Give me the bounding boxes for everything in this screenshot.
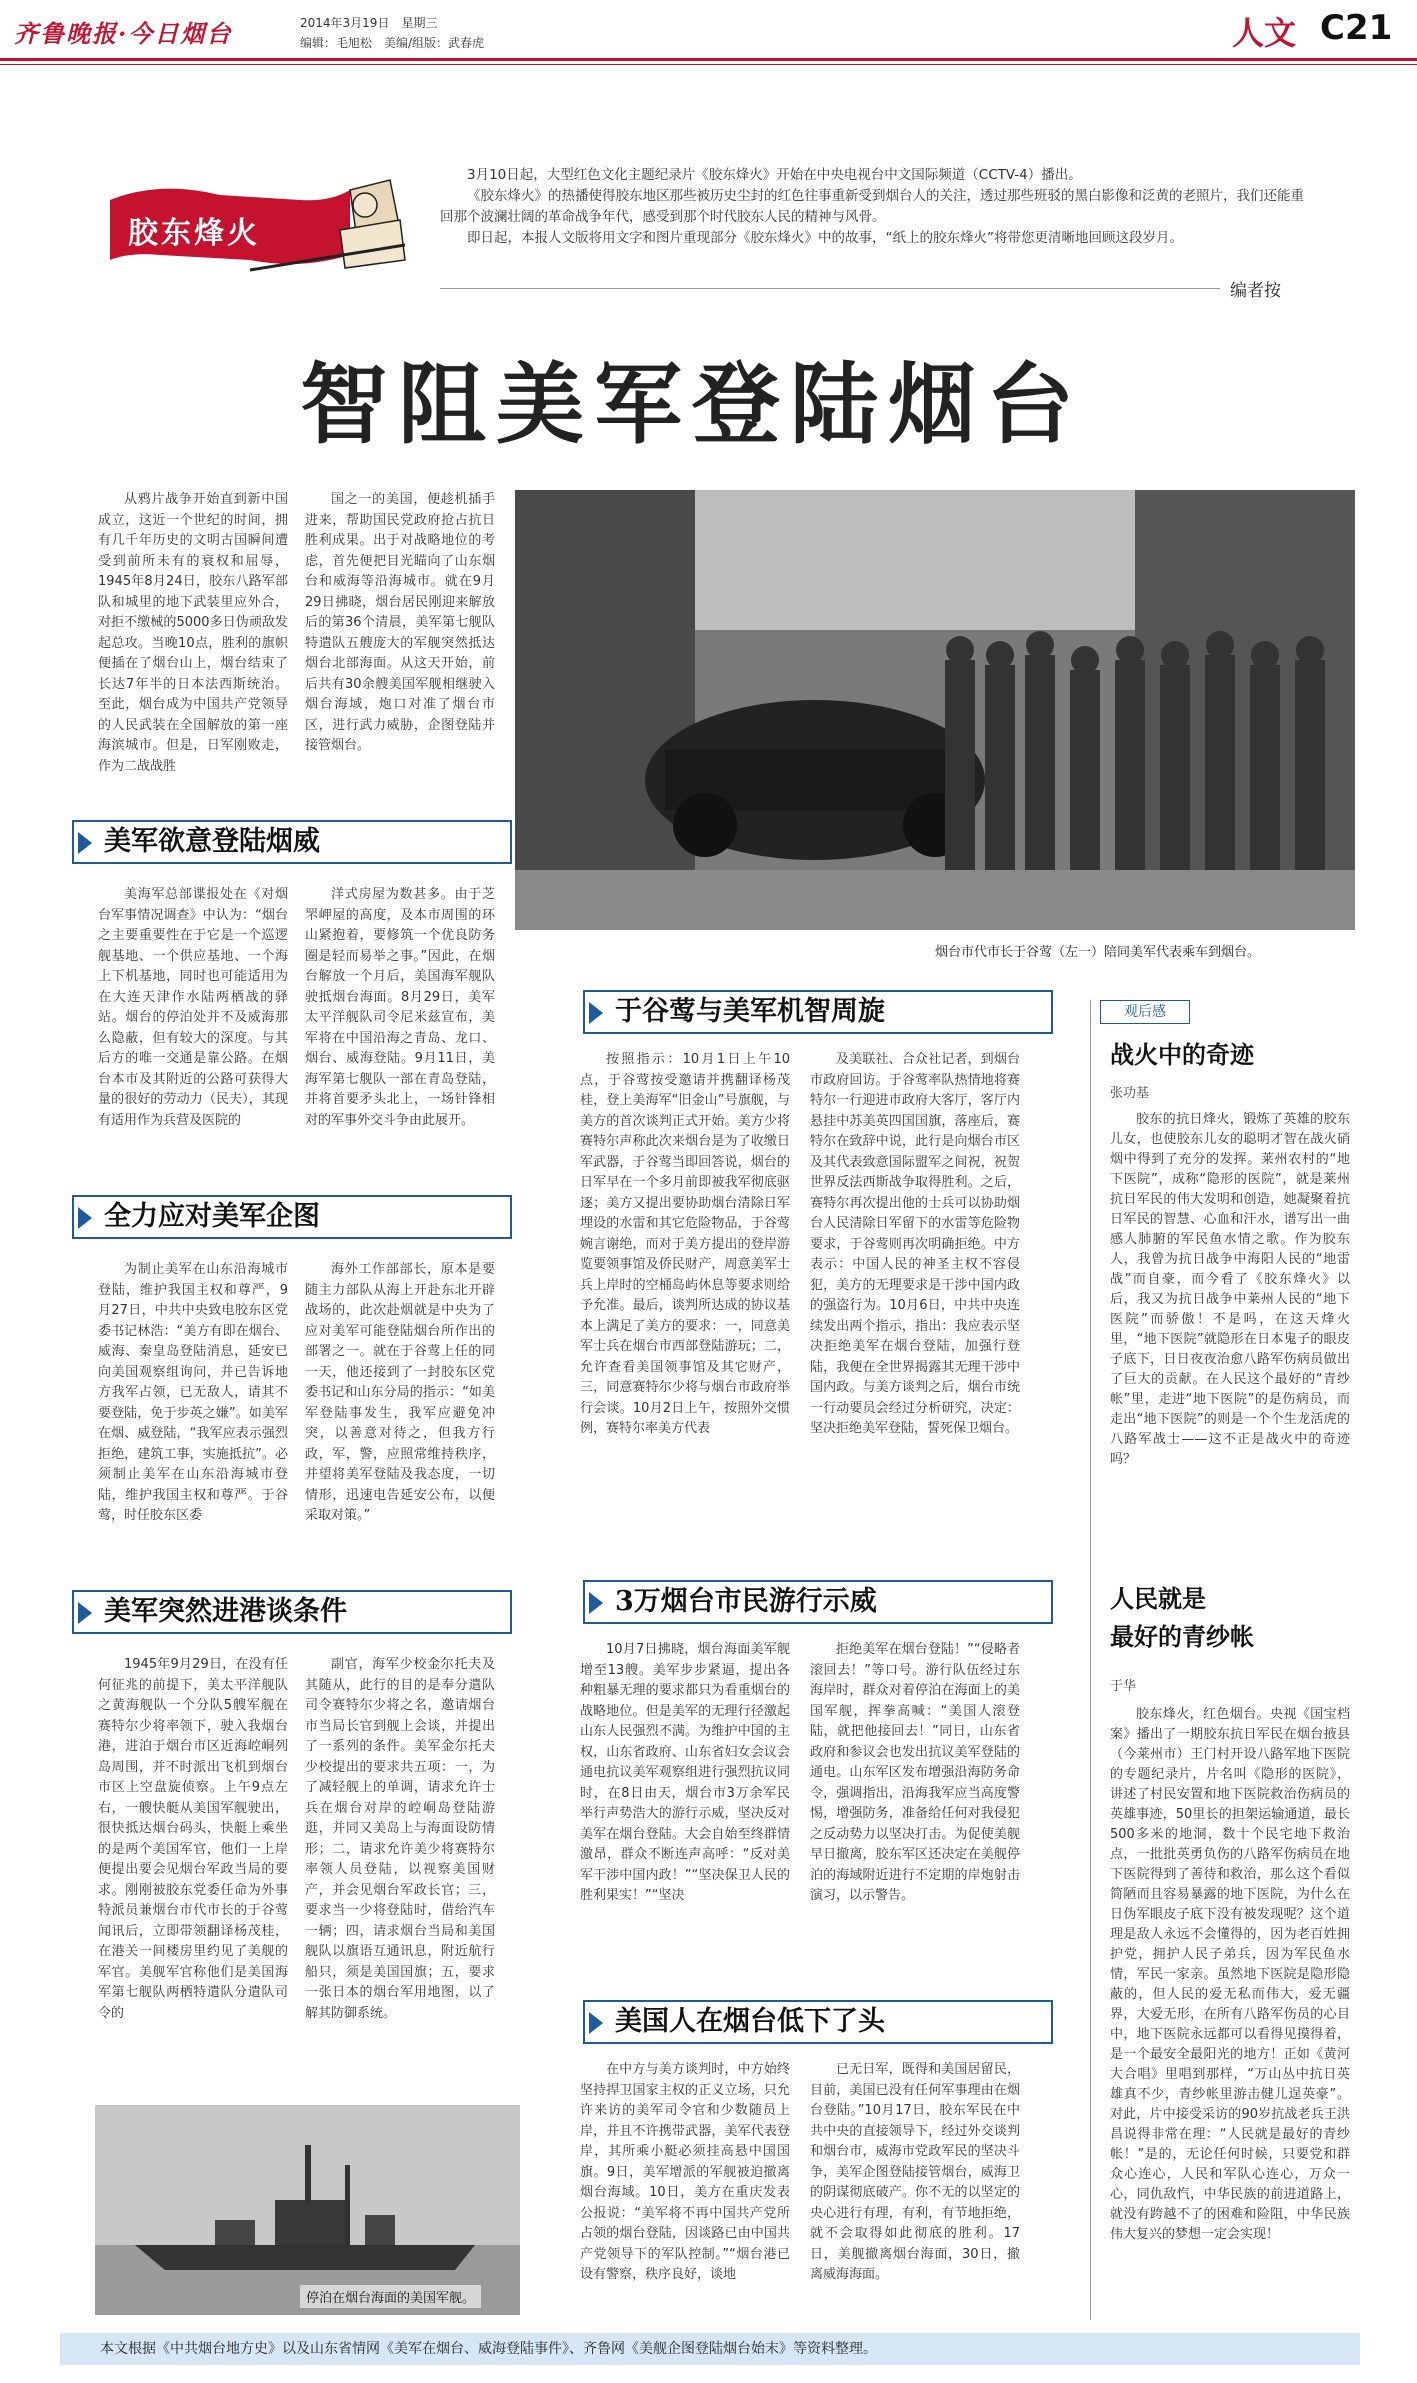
section-paragraph: 拒绝美军在烟台登陆！”“侵略者滚回去！”等口号。游行队伍经过东海岸时，群众对着停泊在海面上的美国军舰，挥拳高喊：“美国人滚登陆，就把他接回去！”同日，山东省政府和参议会也发出抗议美军登陆的通电。山东军区发布增强沿海防务命令，强调指出，沿海我军应当高度警惕，增强防务，准备给任何对我侵犯之反动势力以坚决打击。为促使美舰早日撤离，胶东军区还决定在美舰停泊的海域附近进行不定期的岸炮射击演习，以示警告。 bbox=[810, 1642, 1020, 1903]
section-paragraph: 在中方与美方谈判时，中方始终坚持捍卫国家主权的正义立场，只允许来访的美军司令官和少数随员上岸，并且不许携带武器，美军代表登岸，其所乘小艇必须挂高悬中国国旗。9日，美军增派的军舰被迫撤离烟台海域。10日，美方在重庆发表公报说：“美军将不再中国共产党所占领的烟台登陆，因谈路已由中国共产党领导下的军队控制。”“烟台港已设有警察，秩序良好，谈地 bbox=[580, 2062, 790, 2282]
sidebar-tag: 观后感 bbox=[1100, 1000, 1190, 1024]
section-heading bbox=[583, 2000, 1053, 2044]
source-note: 本文根据《中共烟台地方史》以及山东省情网《美军在烟台、威海登陆事件》、齐鲁网《美舰企图登陆烟台始末》等资料整理。 bbox=[60, 2333, 1360, 2365]
section-paragraph: 已无日军，既得和美国居留民，目前，美国已没有任何军事理由在烟台登陆。”10月17日，胶东军民在中共中央的直接领导下，经过外交谈判和烟台市，威海市党政军民的坚决斗争，美军企图登陆接管烟台，威海卫的阴谋彻底破产。你不无的以坚定的央心进行有理，有利，有节地拒绝，就不会取得如此彻底的胜利。17日，美舰撤离烟台海面，30日，撤离威海海面。 bbox=[810, 2062, 1020, 2282]
section-2-column-1 bbox=[98, 1260, 288, 1527]
series-banner bbox=[100, 160, 410, 290]
section-4-column-2 bbox=[305, 1655, 495, 2024]
section-heading bbox=[72, 820, 512, 864]
section-6-column-2 bbox=[810, 2060, 1020, 2286]
lead-column-1 bbox=[98, 490, 288, 777]
series-banner-title: 胶东烽火 bbox=[128, 216, 260, 251]
editor-note-paragraph: 即日起，本报人文版将用文字和图片重现部分《胶东烽火》中的故事，“纸上的胶东烽火”将带您更清晰地回顾这段岁月。 bbox=[467, 230, 1183, 246]
lead-paragraph: 国之一的美国，便趁机插手进来，帮助国民党政府抢占抗日胜利成果。出于对战略地位的考虑，首先便把目光瞄向了山东烟台和威海等沿海城市。就在9月29日拂晓，烟台居民刚迎来解放后的第36个清晨，美军第七舰队特遣队五艘庞大的军舰突然抵达烟台北部海面。从这天开始，前后共有30余艘美国军舰相继驶入烟台海域，炮口对准了烟台市区，进行武力威胁，企图登陆并接管烟台。 bbox=[305, 492, 495, 753]
editor-credits: 编辑：毛旭松 美编/组版：武春虎 bbox=[300, 36, 485, 50]
section-6-column-1 bbox=[580, 2060, 790, 2286]
sidebar-article-body bbox=[1110, 1110, 1350, 1470]
page-number: C21 bbox=[1320, 8, 1393, 48]
editor-note-paragraph: 3月10日起，大型红色文化主题纪录片《胶东烽火》开始在中央电视台中文国际频道（CCTV-4）播出。 bbox=[467, 167, 1082, 183]
section-paragraph: 为制止美军在山东沿海城市登陆，维护我国主权和尊严，9月27日，中共中央致电胶东区党委书记林浩：“美方有即在烟台、威海、秦皇岛登陆消息，延安已向美国观察组询问，并已告诉地方我军占领，已无敌人，请其不要登陆，免于步英之嫌”。如美军在烟、威登陆，“我军应表示强烈拒绝，建筑工事，实施抵抗”。必须制止美军在山东沿海城市登陆，维护我国主权和尊严。于谷莺，时任胶东区委 bbox=[98, 1262, 288, 1523]
section-paragraph: 海外工作部部长，原本是要随主力部队从海上开赴东北开辟战场的，此次赴烟就是中央为了应对美军可能登陆烟台所作出的部署之一。就在于谷莺上任的同一天，他还接到了一封胶东区党委书记和山东分局的指示：“如美军登陆事发生，我军应避免冲突，以善意对待之，但我方行政，军，警，应照常维持秩序，并望将美军登陆及我态度，一切情形，迅速电告延安公布，以便采取对策。” bbox=[305, 1262, 495, 1523]
section-5-column-1 bbox=[580, 1640, 790, 1907]
section-1-column-2 bbox=[305, 885, 495, 1131]
main-photo-graphic bbox=[515, 490, 1355, 930]
editor-note-paragraph: 《胶东烽火》的热播使得胶东地区那些被历史尘封的红色往事重新受到烟台人的关注，透过那些班驳的黑白影像和泛黄的老照片，我们还能重回那个波澜壮阔的革命战争年代，感受到那个时代胶东人民的精神与风骨。 bbox=[440, 188, 1304, 225]
sidebar-article-title: 战火中的奇迹 bbox=[1110, 1040, 1254, 1069]
section-name: 人文 bbox=[1232, 14, 1297, 52]
section-3-column-1 bbox=[580, 1050, 790, 1440]
lead-paragraph: 从鸦片战争开始直到新中国成立，这近一个世纪的时间，拥有几千年历史的文明古国瞬间遭受到前所未有的衰权和屈辱，1945年8月24日，胶东八路军部队和城里的地下武装里应外合，对拒不缴械的5000多日伪顽敌发起总攻。当晚10点，胜利的旗帜便插在了烟台山上，烟台结束了长达7年半的日本法西斯统治。至此，烟台成为中国共产党领导的人民武装在全国解放的第一座海滨城市。但是，日军刚败走，作为二战战胜 bbox=[98, 492, 288, 774]
section-paragraph: 按照指示：10月1日上午10点，于谷莺按受邀请并携翻译杨茂桂，登上美海军“旧金山”号旗舰，与美方的首次谈判正式开始。美方少将赛特尔声称此次来烟台是为了收缴日军武器，于谷莺当即回答说，烟台的日军早在一个多月前即被我军彻底驱逐；美方又提出要协助烟台清除日军埋设的水雷和其它危险物品，于谷莺婉言谢绝，而对于美方提出的登岸游览要领事馆及侨民财产，周意美军士兵上岸时的空桶岛屿休息等要求则给予允准。最后，谈判所达成的协议基本上满足了美方的要求：一，同意美军士兵在烟台市西部登陆游玩；二，允许查看美国领事馆及其它财产，三，同意赛特尔少将与烟台市政府举行会谈。10月2日上午，按照外交惯例，赛特尔率美方代表 bbox=[580, 1052, 790, 1436]
editor-note-byline: 编者按 bbox=[1230, 281, 1281, 301]
sidebar-article-title: 人民就是 最好的青纱帐 bbox=[1110, 1584, 1254, 1651]
warship-photo-graphic bbox=[95, 2105, 520, 2315]
page-headline: 智阻美军登陆烟台 bbox=[300, 352, 1085, 456]
masthead-rule bbox=[0, 58, 1417, 61]
section-heading-text: 美军欲意登陆烟威 bbox=[104, 826, 320, 857]
sidebar-article-author: 于华 bbox=[1110, 1679, 1137, 1694]
editor-note bbox=[440, 165, 1310, 249]
editor-note-rule bbox=[440, 288, 1220, 289]
masthead-logo: 齐鲁晚报·今日烟台 bbox=[14, 19, 233, 48]
issue-date: 2014年3月19日 星期三 bbox=[300, 16, 438, 30]
section-heading bbox=[72, 1195, 512, 1239]
section-4-column-1 bbox=[98, 1655, 288, 2024]
sidebar-paragraph: 胶东烽火，红色烟台。央视《国宝档案》播出了一期胶东抗日军民在烟台掖县（今莱州市）王门村开设八路军地下医院的专题纪录片，片名叫《隐形的医院》，讲述了村民安置和地下医院救治伤病员的英雄事迹，50里长的担架运输通道，最长500多米的地洞，数十个民宅地下救治点，一批批英勇负伤的八路军伤病员在地下医院得到了善待和救治，那么这个看似简陋而且容易暴露的地下医院，为什么在日伪军眼皮子底下没有被发现呢？这个道理是敌人永远不会懂得的，因为老百姓拥护党，拥护人民子弟兵，因为军民鱼水情，军民一家亲。虽然地下医院是隐形隐蔽的，但人民的爱无私而伟大，爱无疆界，大爱无形，在所有八路军伤员的心目中，地下医院永远都可以看得见摸得着，是一个最安全最阳光的地方！正如《黄河大合唱》里唱到那样，“万山丛中抗日英雄真不少，青纱帐里游击健儿逞英豪”。对此，片中接受采访的90岁抗战老兵王洪昌说得非常在理：“人民就是最好的青纱帐！”是的，无论任何时候，只要党和群众心连心，人民和军队心连心，万众一心，同仇敌忾，中华民族的前进道路上，就没有跨越不了的困难和险阻，中华民族伟大复兴的梦想一定会实现！ bbox=[1110, 1707, 1350, 2242]
sidebar-divider bbox=[1090, 1000, 1091, 2320]
section-paragraph: 洋式房屋为数甚多。由于芝罘岬屋的高度，及本市周围的环山紧抱着，要修筑一个优良防务圈是轻而易举之事。”因此，在烟台解放一个月后，美国海军舰队驶抵烟台海面。8月29日，美军太平洋舰队司令尼米兹宣布，美军将在中国沿海之青岛、龙口、烟台、威海登陆。9月11日，美海军第七舰队一部在青岛登陆，并将首要矛头北上，一场针锋相对的军事外交斗争由此展开。 bbox=[305, 887, 495, 1128]
section-heading-text: 全力应对美军企图 bbox=[104, 1201, 320, 1232]
section-paragraph: 及美联社、合众社记者，到烟台市政府回访。于谷莺率队热情地将赛特尔一行迎进市政府大客厅，客厅内悬挂中苏美英四国国旗，落座后，赛特尔在致辞中说，此行是向烟台市区及其代表致意国际盟军之间祝，祝贺世界反法西斯战争取得胜利。之后，赛特尔再次提出他的士兵可以协助烟台人民清除日军留下的水雷等危险物要求，于谷莺则再次明确拒绝。中方表示：中国人民的神圣主权不容侵犯，美方的无理要求是干涉中国内政的强盗行为。10月6日，中共中央连续发出两个指示，指出：我应表示坚决拒绝美军在烟台登陆，加强行登陆，我便在全世界揭露其无理干涉中国内政。与美方谈判之后，烟台市统一行动要员会经过分析研究，决定：坚决拒绝美军登陆，誓死保卫烟台。 bbox=[810, 1052, 1020, 1436]
main-photo-caption: 烟台市代市长于谷莺（左一）陪同美军代表乘车到烟台。 bbox=[935, 945, 1261, 960]
section-heading bbox=[583, 990, 1053, 1034]
section-heading-text: 于谷莺与美军机智周旋 bbox=[615, 996, 885, 1027]
sidebar-paragraph: 胶东的抗日烽火，锻炼了英雄的胶东儿女，也使胶东儿女的聪明才智在战火硝烟中得到了充分的发挥。莱州农村的“地下医院”，成称“隐形的医院”，就是莱州抗日军民的伟大发明和创造，她凝聚着抗日军民的智慧、心血和汗水，谱写出一曲感人肺腑的军民鱼水情之歌。作为胶东人，我曾为抗日战争中海阳人民的“地雷战”而自豪，而今看了《胶东烽火》以后，我又为抗日战争中莱州人民的“地下医院”而骄傲！不是吗，在这天烽火里，“地下医院”就隐形在日本鬼子的眼皮子底下，日日夜夜治愈八路军伤病员做出了巨大的贡献。在人民这个最好的“青纱帐”里，走进“地下医院”的是伤病员，而走出“地下医院”的则是一个个生龙活虎的八路军战士——这不正是战火中的奇迹吗？ bbox=[1110, 1112, 1350, 1467]
warship-photo-caption: 停泊在烟台海面的美国军舰。 bbox=[300, 2285, 481, 2308]
section-heading-text: 美军突然进港谈条件 bbox=[104, 1596, 347, 1627]
section-2-column-2 bbox=[305, 1260, 495, 1527]
section-1-column-1 bbox=[98, 885, 288, 1131]
section-heading bbox=[583, 1580, 1053, 1624]
warship-photo bbox=[95, 2105, 520, 2315]
masthead-rule-thin bbox=[0, 64, 1417, 65]
section-paragraph: 10月7日拂晓，烟台海面美军舰增至13艘。美军步步紧逼，提出各种粗暴无理的要求都只为看重烟台的战略地位。但是美军的无理行径激起山东人民强烈不满。为维护中国的主权，山东省政府、山东省妇女会议会通电抗议美军观察组进行强烈抗议同时，在8日由天，烟台市3万余军民举行声势浩大的游行示威，坚决反对美军在烟台登陆。大会自始至终群情激昂，群众不断连声高呼：“反对美军干涉中国内政！”“坚决保卫人民的胜利果实！”“坚决 bbox=[580, 1642, 790, 1903]
section-paragraph: 美海军总部谍报处在《对烟台军事情况调查》中认为：“烟台之主要重要性在于它是一个巡逻舰基地、一个供应基地、一个海上下机基地，同时也可能适用为在大连天津作水陆两栖战的驿站。烟台的停泊处并不及威海那么隐蔽，但有较大的深度。与其后方的唯一交通是靠公路。在烟台本市及其附近的公路可获得大量的很好的劳动力（民夫），其现有适用作为兵营及医院的 bbox=[98, 887, 288, 1128]
section-3-column-2 bbox=[810, 1050, 1020, 1440]
section-5-column-2 bbox=[810, 1640, 1020, 1907]
section-heading bbox=[72, 1590, 512, 1634]
section-paragraph: 1945年9月29日，在没有任何征兆的前提下，美太平洋舰队之黄海舰队一个分队5艘军舰在赛特尔少将率领下，驶入我烟台港，进泊于烟台市区近海崆峒列岛周围，并不时派出飞机到烟台市区上空盘旋侦察。上午9点左右，一艘快艇从美国军舰驶出，很快抵达烟台码头，快艇上乘坐的是两个美国军官，他们一上岸便提出要会见烟台军政当局的要求。刚刚被胶东党委任命为外事特派员兼烟台市代市长的于谷莺闻讯后，立即带领翻译杨茂桂，在港关一间楼房里约见了美舰的军官。美舰军官称他们是美国海军第七舰队两栖特遣队分遣队司令的 bbox=[98, 1657, 288, 2021]
section-heading-text: 美国人在烟台低下了头 bbox=[615, 2006, 885, 2037]
lead-column-2 bbox=[305, 490, 495, 757]
section-heading-text: 3万烟台市民游行示威 bbox=[615, 1586, 877, 1617]
sidebar-article-body bbox=[1110, 1705, 1350, 2245]
section-paragraph: 副官，海军少校金尔托夫及其随从，此行的目的是奉分遣队司令赛特尔少将之名，邀请烟台市当局长官到舰上会谈，并提出了一系列的条件。美军金尔托夫少校提出的要求共五项：一，为了减轻舰上的单调，请求允许士兵在烟台对岸的崆峒岛登陆游逛，并同又美岛上与海面设防情形；二，请求允许美少将赛特尔率领人员登陆，以视察美国财产，并会见烟台军政长官；三，要求当一少将登陆时，借给汽车一辆；四，请求烟台当局和美国舰队以旗语互通讯息，附近航行船只，须是美国国旗；五，要求一张日本的烟台军用地图，以了解其防御系统。 bbox=[305, 1657, 495, 2021]
sidebar-article-author: 张功基 bbox=[1110, 1086, 1150, 1101]
main-photo bbox=[515, 490, 1355, 930]
